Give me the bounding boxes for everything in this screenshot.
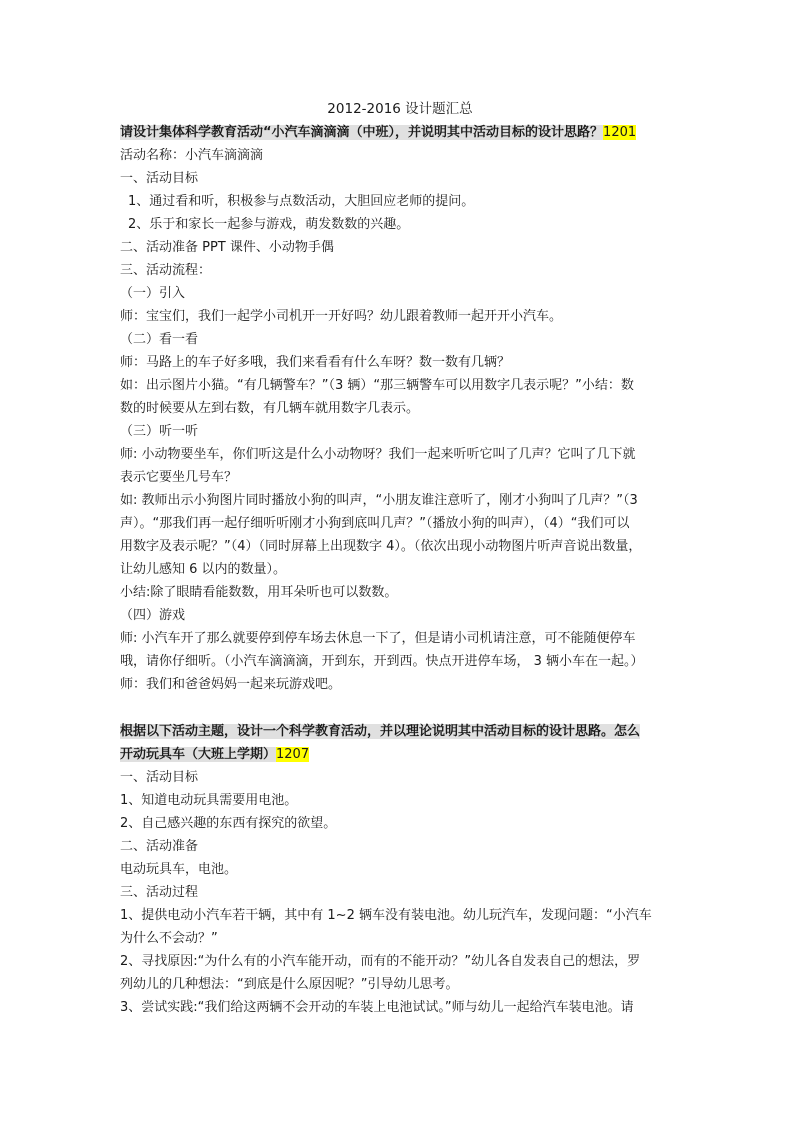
q2-line: 3、尝试实践:“我们给这两辆不会开动的车装上电池试试。”师与幼儿一起给汽车装电池。请	[120, 1000, 634, 1015]
question-1-text: 请设计集体科学教育活动“小汽车滴滴滴（中班），并说明其中活动目标的设计思路？	[120, 125, 604, 140]
q1-line: 声）。“那我们再一起仔细听听刚才小狗到底叫几声？”（播放小狗的叫声），（4）“我们可以	[120, 516, 630, 531]
q2-line: 一、活动目标	[120, 770, 199, 785]
q1-line: 1、通过看和听，积极参与点数活动，大胆回应老师的提问。	[128, 194, 475, 209]
q2-line: 1、提供电动小汽车若干辆，其中有 1~2 辆车没有装电池。幼儿玩汽车，发现问题：“小汽车	[120, 908, 652, 923]
q1-line: 哦，请你仔细听。（小汽车滴滴滴，开到东，开到西。快点开进停车场， 3 辆小车在一起。）	[120, 654, 644, 669]
q2-line: 1、知道电动玩具需要用电池。	[120, 793, 298, 808]
q2-line: 二、活动准备	[120, 839, 199, 854]
q2-line: 2、寻找原因:“为什么有的小汽车能开动，而有的不能开动？”幼儿各自发表自己的想法，罗	[120, 954, 641, 969]
q1-line: 小结:除了眼睛看能数数，用耳朵听也可以数数。	[120, 585, 398, 600]
section-gap	[120, 696, 688, 720]
q2-line: 三、活动过程	[120, 885, 199, 900]
q1-line: 如：出示图片小猫。“有几辆警车？”（3 辆）“那三辆警车可以用数字几表示呢？”小结：数	[120, 378, 634, 393]
q2-line: 列幼儿的几种想法：“到底是什么原因呢？”引导幼儿思考。	[120, 977, 459, 992]
q1-line: 三、活动流程：	[120, 263, 212, 278]
q1-line: 一、活动目标	[120, 171, 199, 186]
q1-line: （三）听一听	[120, 424, 199, 439]
question-2-text-line1: 根据以下活动主题，设计一个科学教育活动，并以理论说明其中活动目标的设计思路。怎么	[120, 724, 641, 739]
question-2-heading-line1	[120, 720, 688, 743]
q1-line: 师: 小动物要坐车，你们听这是什么小动物呀？我们一起来听听它叫了几声？它叫了几下就	[120, 447, 636, 462]
q1-line: 活动名称：小汽车滴滴滴	[120, 148, 264, 163]
question-1-heading	[120, 121, 688, 144]
q2-line: 电动玩具车，电池。	[120, 862, 238, 877]
document-title: 2012-2016 设计题汇总	[327, 101, 473, 117]
q1-line: 用数字及表示呢？”（4）（同时屏幕上出现数字 4）。（依次出现小动物图片听声音说出数量，	[120, 539, 642, 554]
q1-line: 如: 教师出示小狗图片同时播放小狗的叫声，“小朋友谁注意听了，刚才小狗叫了几声？”（3	[120, 493, 638, 508]
q1-line: 二、活动准备 PPT 课件、小动物手偶	[120, 240, 334, 255]
q1-line: （四）游戏	[120, 608, 186, 623]
q1-line: 表示它要坐几号车？	[120, 470, 238, 485]
q1-line: 让幼儿感知 6 以内的数量）。	[120, 562, 287, 577]
q2-line: 为什么不会动？”	[120, 931, 218, 946]
q1-line: 师：宝宝们，我们一起学小司机开一开好吗？幼儿跟着教师一起开开小汽车。	[120, 309, 563, 324]
q1-line: 2、乐于和家长一起参与游戏，萌发数数的兴趣。	[128, 217, 410, 232]
q1-line: （二）看一看	[120, 332, 199, 347]
q1-line: 师：马路上的车子好多哦，我们来看看有什么车呀？数一数有几辆？	[120, 355, 511, 370]
q1-line: 师: 小汽车开了那么就要停到停车场去休息一下了，但是请小司机请注意，可不能随便停车	[120, 631, 636, 646]
document-body	[120, 121, 688, 1019]
q1-line: 数的时候要从左到右数，有几辆车就用数字几表示。	[120, 401, 420, 416]
question-2-text-line2: 开动玩具车（大班上学期）	[120, 747, 277, 762]
q2-line: 2、自己感兴趣的东西有探究的欲望。	[120, 816, 337, 831]
question-1-code: 1201	[603, 125, 637, 140]
question-2-heading-line2	[120, 743, 688, 766]
q1-line: 师：我们和爸爸妈妈一起来玩游戏吧。	[120, 677, 342, 692]
question-2-code: 1207	[276, 747, 310, 762]
q1-line: （一）引入	[120, 286, 186, 301]
